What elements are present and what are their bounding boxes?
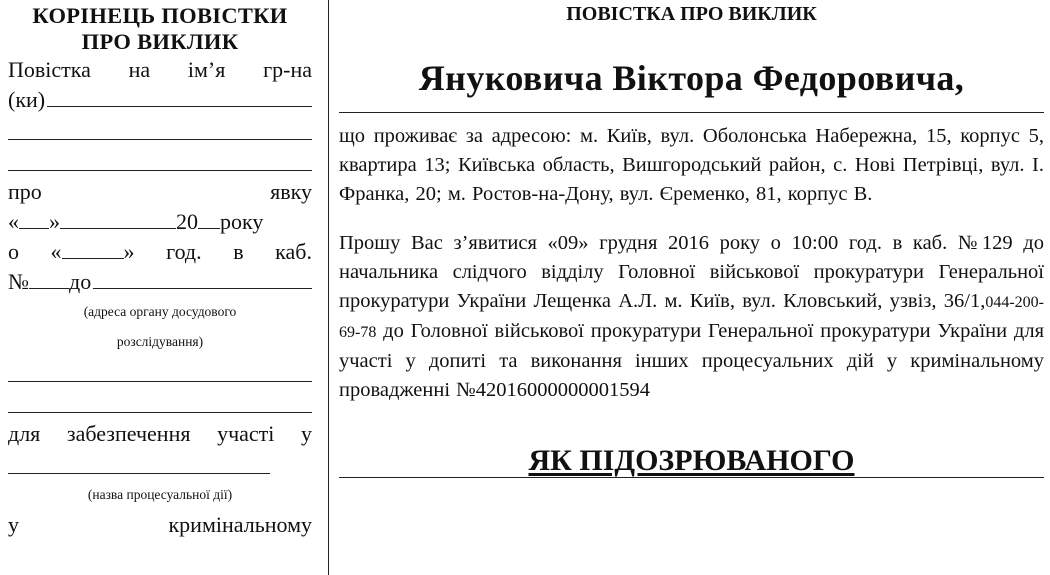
stub-time-row [8, 237, 312, 267]
stub-criminal-row [8, 510, 312, 540]
summons-stub [0, 0, 318, 575]
person-name: Януковича Віктора Федоровича, [418, 58, 965, 98]
stub-title-line-2: ПРО ВИКЛИК [81, 29, 239, 54]
stub-caption-authority-line-2: розслідування) [116, 334, 204, 349]
stub-divider-line [328, 0, 329, 575]
stub-at-label: о [8, 239, 19, 264]
stub-hour-label: год. [166, 239, 202, 264]
stub-date-open-quote: « [8, 209, 19, 234]
stub-title-line-1: КОРІНЕЦЬ ПОВІСТКИ [32, 3, 288, 28]
stub-caption-procedure: (назва процесуальної дії) [87, 487, 233, 502]
stub-date-row [8, 207, 312, 237]
stub-time-field [51, 237, 135, 267]
summons-main [339, 0, 1044, 575]
stub-time-blank [62, 238, 124, 259]
person-name-underline [339, 112, 1044, 113]
stub-ki-label: (ки) [8, 87, 46, 112]
stub-procedure-blank [8, 449, 270, 474]
stub-summons-to-line: Повістка на ім’я гр-на [8, 57, 312, 82]
address-paragraph: що проживає за адресою: м. Київ, вул. Оболонська Набережна, 15, корпус 5, квартира 13; Київська область, Вишгородський район, с. Нові Петрівці, вул. І. Франка, 20; м. Ростов-на-Дону, вул. Єременко, 81, корпус В. [339, 125, 1044, 205]
stub-day-blank [19, 208, 49, 229]
stub-participation-line: для забезпечення участі у [8, 421, 312, 446]
stub-in-label: в [233, 239, 244, 264]
stub-criminal-word: кримінальному [168, 512, 312, 537]
stub-authority-blank [93, 268, 312, 289]
stub-authority-blank-3 [8, 388, 312, 413]
stub-appearance-label: явку [270, 179, 312, 204]
request-paragraph [339, 229, 1044, 405]
stub-caption-authority-line-1: (адреса органу досудового [83, 304, 237, 319]
stub-about-row [8, 177, 312, 207]
stub-authority-blank-2 [8, 357, 312, 382]
summons-heading: ПОВІСТКА ПРО ВИКЛИК [566, 3, 817, 25]
stub-office-number-blank [29, 268, 69, 289]
stub-time-close-quote: » [123, 239, 135, 264]
stub-year-prefix: 20 [176, 209, 198, 234]
stub-name-row [8, 85, 312, 115]
stub-about-label: про [8, 179, 42, 204]
stub-name-blank-2 [8, 115, 312, 140]
stub-in-criminal-u: у [8, 512, 19, 537]
request-text-part-1: Прошу Вас з’явитися «09» грудня 2016 року о 10:00 год. в каб. №129 до начальника слідчого відділу Головної військової прокуратури Генеральної прокуратури України Лещенка А.Л. м. Київ, вул. Кловський, узвіз, 36/1, [339, 232, 1044, 312]
stub-year-blank [198, 208, 220, 229]
stub-time-open-quote: « [50, 239, 62, 264]
stub-number-sign: № [8, 269, 29, 294]
stub-date-close-quote: » [49, 209, 60, 234]
stub-name-blank [47, 86, 312, 107]
role-heading: ЯК ПІДОЗРЮВАНОГО [528, 444, 855, 477]
stub-office-label: каб. [275, 239, 312, 264]
request-text-part-2: до Головної військової прокуратури Генеральної прокуратури України для участі у допиті та виконання інших процесуальних дій у кримінальному провадженні №42016000000001594 [339, 320, 1044, 401]
stub-name-blank-3 [8, 146, 312, 171]
phone-number: 044-200-69-78 [339, 294, 1044, 341]
stub-office-row [8, 267, 312, 297]
stub-month-blank [60, 208, 176, 229]
stub-to-label: до [69, 269, 92, 294]
stub-title [8, 3, 312, 55]
stub-year-word: року [220, 209, 264, 234]
